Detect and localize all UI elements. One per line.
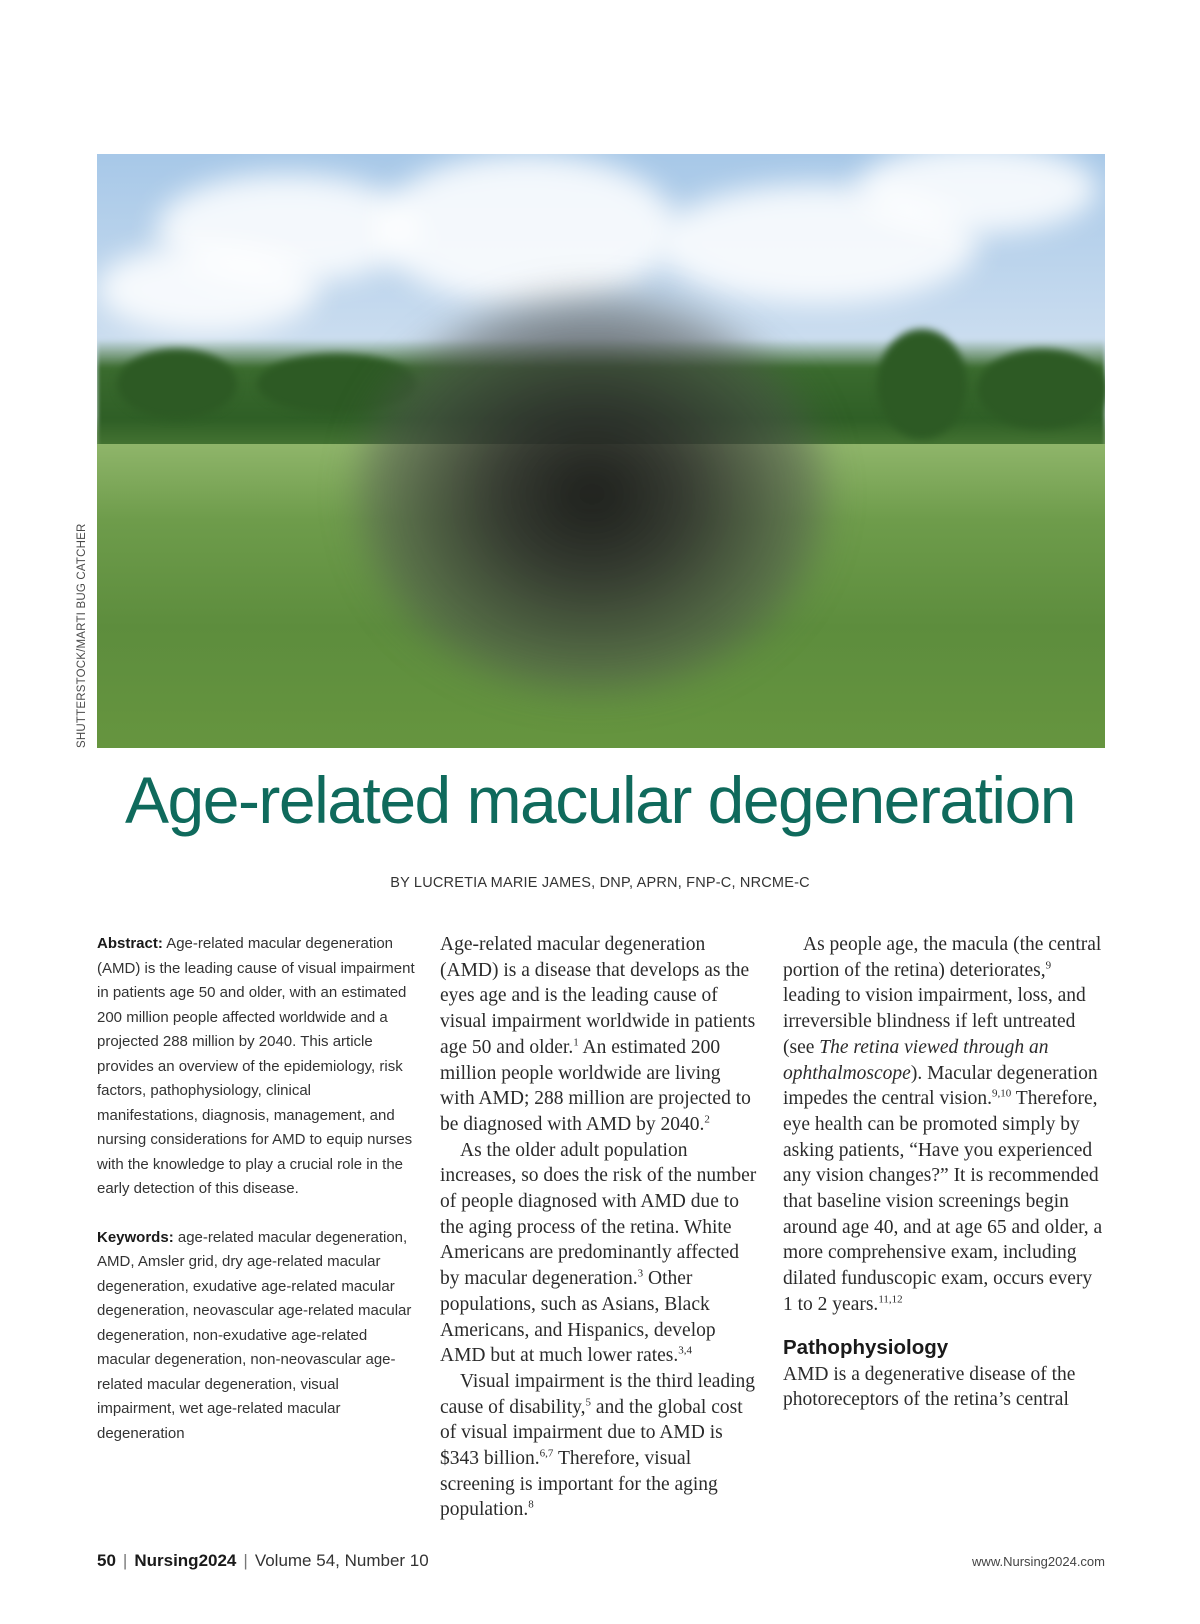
reference: 1 xyxy=(573,1036,579,1049)
cover-photo xyxy=(97,154,1105,748)
abstract-text: Age-related macular degeneration (AMD) is the leading cause of visual impairment in patients age 50 and older, with an estimated 200 million people affected worldwide and a projected 288 million by 2040. This article provides an overview of the epidemiology, risk factors, pathophysiology, clinical manifestations, diagnosis, management, and nursing considerations for AMD to equip nurses with the knowledge to play a crucial role in the early detection of this disease. xyxy=(97,935,415,1197)
reference: 5 xyxy=(585,1396,591,1409)
reference: 11,12 xyxy=(878,1293,903,1306)
abstract-column xyxy=(97,932,415,1470)
reference: 8 xyxy=(528,1498,534,1511)
magazine-url[interactable]: www.Nursing2024.com xyxy=(972,1554,1105,1569)
reference: 2 xyxy=(704,1113,710,1126)
paragraph-3-continued: Therefore, visual screening is important for the aging population. xyxy=(440,1448,718,1521)
reference: 6,7 xyxy=(539,1447,554,1460)
keywords-label: Keywords: xyxy=(97,1228,174,1246)
keywords-text: age-related macular degeneration, AMD, Amsler grid, dry age-related macular degeneration, exudative age-related macular degeneration, neovascular age-related macular degeneration, non-exudative age-related macular degeneration, non-neovascular age-related macular degeneration, visual impairment, wet age-related macular degeneration xyxy=(97,1228,412,1442)
keywords xyxy=(97,1226,415,1447)
section-heading-pathophysiology: Pathophysiology xyxy=(783,1335,949,1359)
figure-reference-link[interactable]: The retina viewed through an ophthalmoscope xyxy=(783,1036,1049,1084)
paragraph-1: Age-related macular degeneration (AMD) is a disease that develops as the eyes age and is the leading cause of visual impairment worldwide in patients age 50 and older.$^1$ An estimated 200 million people worldwide are living with AMD; 288 million are projected to be diagnosed with AMD by 2040.$^2$ xyxy=(440,934,756,1135)
article-title: Age-related macular degeneration xyxy=(125,763,1075,837)
abstract xyxy=(97,932,415,1202)
reference: 9 xyxy=(1045,959,1052,972)
abstract-label: Abstract: xyxy=(97,935,163,952)
paragraph-4: As people age, the macula (the central portion of the retina) deteriorates,$^9$ leading to vision impairment, loss, and irreversible blindness if left untreated (see The retina viewed through an ophthalmoscope). Macular degeneration impedes the central vision.$^{9,10}$ Therefore, eye health can be promoted simply by asking patients, “Have you experienced any vision changes?” It is recommended that baseline vision screenings begin around age 40, and at age 65 and older, a more comprehensive exam, including dilated funduscopic exam, occurs every 1 to 2 years.$^{11,12}$ xyxy=(783,934,1103,1315)
body-column-1 xyxy=(440,932,760,1523)
page-number: 50 xyxy=(97,1551,116,1570)
reference: 3,4 xyxy=(678,1344,693,1357)
paragraph-2: As the older adult population increases, so does the risk of the number of people diagnosed with AMD due to the aging process of the retina. White Americans are predominantly affected by macular degeneration.$^3$ Other populations, such as Asians, Black Americans, and Hispanics, develop AMD but at much lower rates.$^{3,4}$ xyxy=(440,1139,757,1367)
byline: BY LUCRETIA MARIE JAMES, DNP, APRN, FNP-C, NRCME-C xyxy=(390,875,810,891)
body-column-2 xyxy=(783,932,1105,1413)
paragraph-5: AMD is a degenerative disease of the photoreceptors of the retina’s central xyxy=(783,1363,1076,1411)
page-footer: 50 | Nursing2024 | Volume 54, Number 10 www.Nursing2024.com xyxy=(97,1551,1105,1570)
photo-credit: SHUTTERSTOCK/MARTI BUG CATCHER xyxy=(76,523,88,748)
vision-loss-blot xyxy=(357,294,827,694)
issue-info: Volume 54, Number 10 xyxy=(254,1551,429,1570)
paragraph-3: Visual impairment is the third leading cause of disability,$^5$ and the global cost of visual impairment due to AMD is $343 billion.$^{6,7}$ Therefore, visual screening is important for the aging population.$^8$ xyxy=(440,1370,756,1521)
magazine-name: Nursing2024 xyxy=(134,1551,237,1570)
reference: 3 xyxy=(637,1267,644,1280)
reference: 9,10 xyxy=(992,1087,1012,1100)
